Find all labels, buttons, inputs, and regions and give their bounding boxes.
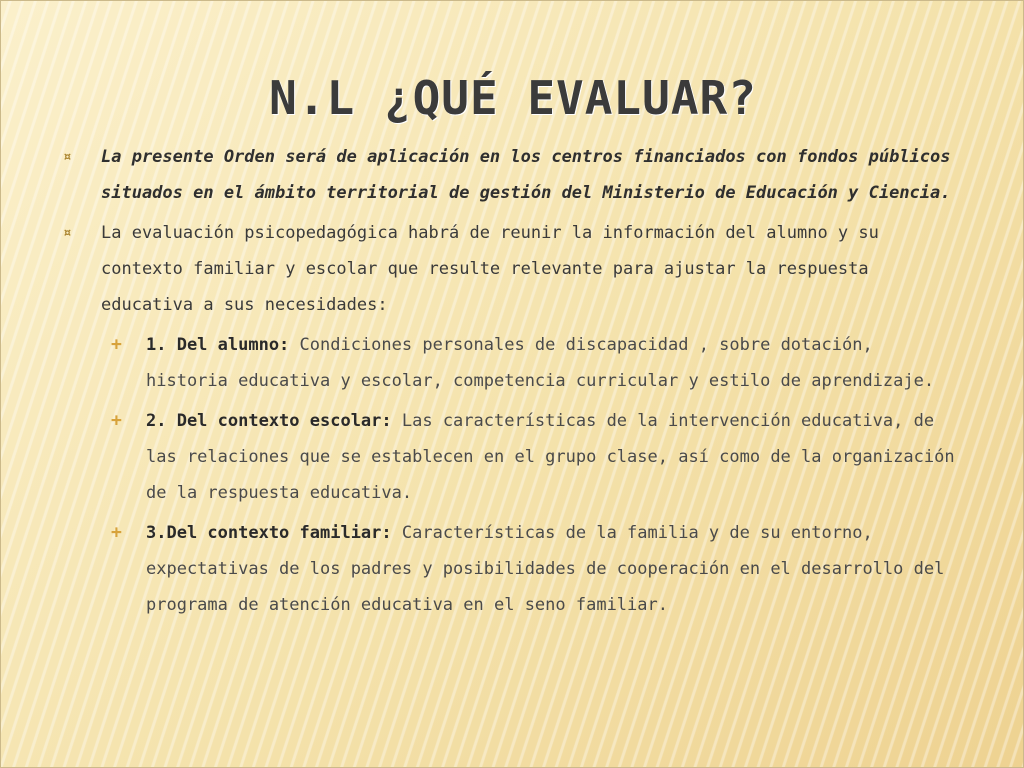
plus-icon: + xyxy=(111,410,122,431)
plus-icon: + xyxy=(111,522,122,543)
bullet-text: La evaluación psicopedagógica habrá de reunir la información del alumno y su contexto familiar y escolar que resulte relevante para ajustar la respuesta educativa a sus necesidades: xyxy=(101,223,879,315)
slide-title: N.L ¿QUÉ EVALUAR? xyxy=(269,71,757,125)
subitem-description: Condiciones personales de discapacidad , sobre dotación, historia educativa y escolar, competencia curricular y estilo de aprendizaje. xyxy=(146,335,935,391)
bullet-marker-icon: ¤ xyxy=(63,225,72,241)
subitem-description: Características de la familia y de su entorno, expectativas de los padres y posibilidades de cooperación en el desarrollo del programa de atención educativa en el seno familiar. xyxy=(146,523,945,615)
subitem-label: 3.Del contexto familiar: xyxy=(146,523,392,543)
bullet-marker-icon: ¤ xyxy=(63,149,72,165)
bullet-text: La presente Orden será de aplicación en los centros financiados con fondos públicos situados en el ámbito territorial de gestión del Ministerio de Educación y Ciencia. xyxy=(101,147,951,203)
subitem-alumno xyxy=(61,327,961,399)
subitem-contexto-familiar xyxy=(61,515,961,623)
plus-icon: + xyxy=(111,334,122,355)
subitem-contexto-escolar xyxy=(61,403,961,511)
slide-content xyxy=(61,139,961,627)
bullet-item-1 xyxy=(61,139,961,211)
subitem-label: 2. Del contexto escolar: xyxy=(146,411,392,431)
subitem-label: 1. Del alumno: xyxy=(146,335,290,355)
subitem-description: Las características de la intervención educativa, de las relaciones que se establecen en el grupo clase, así como de la organización de la respuesta educativa. xyxy=(146,411,955,503)
bullet-item-2 xyxy=(61,215,961,323)
